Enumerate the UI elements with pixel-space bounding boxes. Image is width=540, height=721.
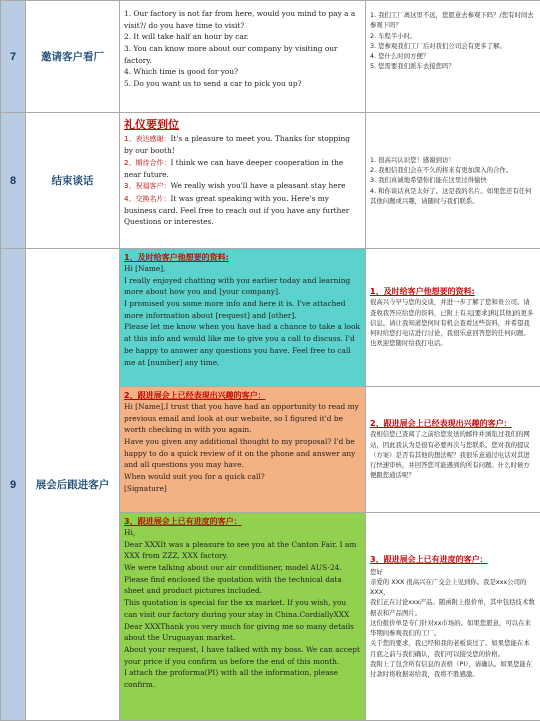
item-text: It was great speaking with you. Here's my business card. Feel free to reach out if you have any further Questions or interestes. [124, 194, 349, 227]
row-number: 8 [1, 113, 26, 249]
item-label: 4、交换名片： [124, 195, 170, 203]
item-text: I think we can have deeper cooperation in the near future. [124, 158, 343, 179]
paragraph: We were talking about our air conditioner, model AUS-24. Please find enclosed the quotation with the technical data sheet and product pictures included. [124, 562, 361, 597]
list-item: 3. 我们真诚地希望你们能在这里过得愉快 [370, 175, 536, 185]
item-label: 1、表达感谢： [124, 135, 170, 143]
paragraph: I attach the proforma(PI) with all the information, please confirm. [124, 667, 361, 690]
table-row-8 [1, 113, 540, 249]
list-item: 2. 车程半小时。 [370, 31, 536, 41]
list-item: 1. 我们工厂离这里不远，您愿意去参观下吗？/您有时间去参观下吗？ [370, 10, 536, 31]
item-text: It's a pleasure to meet you. Thanks for stopping by our booth! [124, 134, 350, 155]
paragraph: When would suit you for a quick call? [124, 471, 361, 483]
chinese-section-1 [366, 249, 540, 387]
list-item: 2. It will take half an hour by car. [124, 31, 361, 43]
table-row-9-section-1 [1, 249, 540, 387]
english-section-1 [120, 249, 366, 387]
english-content [120, 113, 366, 249]
paragraph: Hi， [124, 527, 361, 539]
list-item [124, 157, 361, 181]
list-item: 4. 您什么时间方便？ [370, 51, 536, 61]
list-item [124, 133, 361, 157]
paragraph: 亲爱的 XXX 很高兴在广交会上见到你。我是xxx公司的 XXX， [370, 577, 536, 598]
item-label: 2、期待合作： [124, 159, 170, 167]
list-item: 1. Our factory is not far from here, would you mind to pay a a visit?/ do you have time to visit? [124, 8, 361, 31]
list-item: 5. Do you want us to send a car to pick you up? [124, 78, 361, 90]
paragraph: Have you given any additional thought to my proposal? I'd be happy to do a quick review of it on the phone and answer any and all questions you may have. [124, 436, 361, 471]
english-section-2 [120, 387, 366, 513]
row-number: 7 [1, 1, 26, 113]
chinese-content [366, 1, 540, 113]
stage-label: 展会后跟进客户 [26, 249, 120, 721]
list-item: 5. 您需要我们派车去接您吗？ [370, 61, 536, 71]
english-content [120, 1, 366, 113]
paragraph: 很高兴今早与您的交谈，并进一步了解了您和贵公司。请查收我答应给您的资料，已附上有关[要求]和[其他]的更多信息。请让我知道您何时有机会查看这些资料，并希望我何时给您打电话进行讨论，我很乐意回答您的任何问题。也欢迎您随时给我打电话。 [370, 297, 536, 348]
chinese-section-3 [366, 513, 540, 721]
section-title: 3、跟进展会上已有进度的客户： [370, 554, 536, 565]
list-item: 4. Which time is good for you? [124, 66, 361, 78]
english-section-3 [120, 513, 366, 721]
stage-label: 邀请客户看厂 [26, 1, 120, 113]
row-number: 9 [1, 249, 26, 721]
paragraph: About your request, I have talked with my boss. We can accept your price if you confirm us before the end of this month. [124, 644, 361, 667]
paragraph: This quotation is special for the xx market. If you wish, you can visit our factory during your stay in China.CordiallyXXX Dear XXXThank you very much for giving me so many details about the Uruguayan market. [124, 597, 361, 644]
list-item: 3. You can know more about our company by visiting our factory. [124, 43, 361, 66]
paragraph: 我附上了包含所有信息的表格（PI），请确认。如果您能在付款时将收据寄给我，我将不胜感激。 [370, 659, 536, 680]
chinese-section-2 [366, 387, 540, 513]
section-title: 1、及时给客户他想要的资料: [370, 286, 536, 297]
list-item: 2. 我相信我们会在不久的将来有更加深入的合作。 [370, 165, 536, 175]
section-title: 3、跟进展会上已有进度的客户： [124, 516, 361, 527]
section-title: 礼仪要到位 [124, 116, 361, 132]
paragraph: I really enjoyed chatting with you earlier today and learning more about how you and [your company]. [124, 275, 361, 298]
paragraph: 这份报价单是专门针对xx市场的。如果您愿意，可以在来华期间参观我们的工厂。 [370, 618, 536, 639]
paragraph: 我相信您已查阅了之前给您发送的邮件并浏览过我们的网站，因此我认为是很有必要再次与您联系。您对我的提议（方案）是否有其他的想法呢？我很乐意通过电话对其进行快速审核，并回答您可能遇到的所有问题。什么时候方便跟您通话呢？ [370, 429, 536, 480]
paragraph: Dear XXXIt was a pleasure to see you at the Canton Fair, I am XXX from ZZZ, XXX factory. [124, 539, 361, 562]
chinese-content [366, 113, 540, 249]
section-title: 2、跟进展会上已经表现出兴趣的客户： [124, 390, 361, 401]
table-row-7 [1, 1, 540, 113]
list-item [124, 180, 361, 192]
list-item [124, 193, 361, 228]
section-title: 2、跟进展会上已经表现出兴趣的客户： [370, 418, 536, 429]
paragraph: 您好 [370, 567, 536, 577]
paragraph: 关于您的要求，我已经和我的老板谈过了。如果您能在本月底之前与我们确认，我们可以接受您的价格。 [370, 638, 536, 659]
paragraph: Hi [Name],I trust that you have had an opportunity to read my previous email and look at our website, so I figured it'd be worth checking in with you again. [124, 401, 361, 436]
item-text: We really wish you'll have a pleasant stay here [170, 181, 345, 190]
paragraph: I promised you some more info and here it is. I've attached more information about [request] and [other]. [124, 298, 361, 321]
paragraph: Please let me know when you have had a chance to take a look at this info and would like me to give you a call to discuss. I'd be happy to answer any questions you have. Feel free to call me at [number] any time. [124, 321, 361, 368]
paragraph: 我们正在讨论xxx产品。随函附上报价单，其中包括技术数据表和产品图片。 [370, 597, 536, 618]
paragraph: [Signature] [124, 483, 361, 495]
section-title: 1、及时给客户他想要的资料: [124, 252, 361, 263]
item-label: 3、祝福客户： [124, 182, 170, 190]
list-item: 3. 您参观我们工厂后对我们公司会有更多了解。 [370, 41, 536, 51]
list-item: 1. 很高兴认识您！感谢到访！ [370, 155, 536, 165]
list-item: 4. 和你谈话真是太好了。这是我的名片。如果您还有任何其他问题或兴趣，请随时与我们联系。 [370, 186, 536, 207]
paragraph: Hi [Name], [124, 263, 361, 275]
stage-label: 结束谈话 [26, 113, 120, 249]
